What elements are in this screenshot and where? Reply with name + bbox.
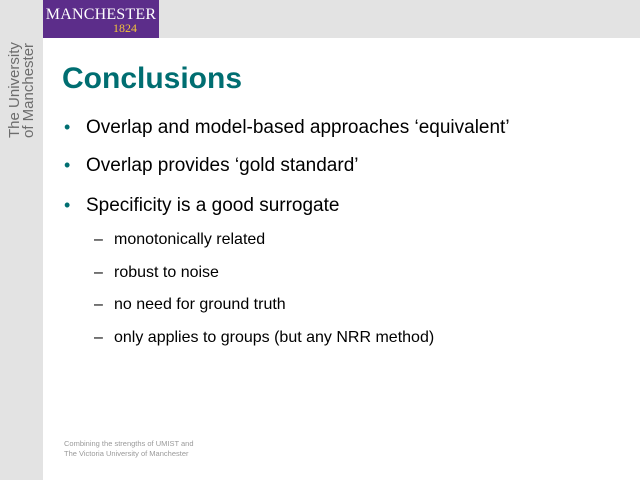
- subbullet-item: [94, 230, 265, 250]
- footer-line2: The Victoria University of Manchester: [64, 449, 189, 458]
- bullet-item: [64, 116, 510, 139]
- bullet-marker: •: [64, 117, 71, 137]
- slide-title: Conclusions: [62, 62, 243, 95]
- subbullet-marker: –: [94, 264, 103, 281]
- footer-text: [64, 439, 194, 459]
- university-logo: [43, 0, 159, 38]
- bullet-text: Overlap provides ‘gold standard’: [86, 155, 359, 176]
- university-vertical-name: [8, 42, 36, 138]
- bullet-text: Specificity is a good surrogate: [86, 195, 340, 216]
- subbullet-marker: –: [94, 231, 103, 248]
- subbullet-text: robust to noise: [114, 264, 219, 281]
- bullet-text: Overlap and model-based approaches ‘equivalent’: [86, 117, 510, 138]
- logo-word: MANCHESTER: [45, 6, 157, 23]
- subbullet-marker: –: [94, 329, 103, 346]
- bullet-item: [64, 154, 359, 177]
- bullet-item: [64, 194, 339, 217]
- subbullet-item: [94, 295, 286, 315]
- vertical-name-line2: of Manchester: [20, 42, 37, 138]
- subbullet-text: no need for ground truth: [114, 296, 286, 313]
- subbullet-text: monotonically related: [114, 231, 266, 248]
- subbullet-marker: –: [94, 296, 103, 313]
- logo-year: 1824: [113, 21, 137, 35]
- subbullet-item: [94, 328, 434, 348]
- footer-line1: Combining the strengths of UMIST and: [64, 439, 194, 448]
- bullet-marker: •: [64, 195, 71, 215]
- subbullet-text: only applies to groups (but any NRR method): [114, 329, 435, 346]
- bullet-marker: •: [64, 155, 71, 175]
- vertical-name-line1: The University: [6, 42, 23, 138]
- subbullet-item: [94, 263, 219, 283]
